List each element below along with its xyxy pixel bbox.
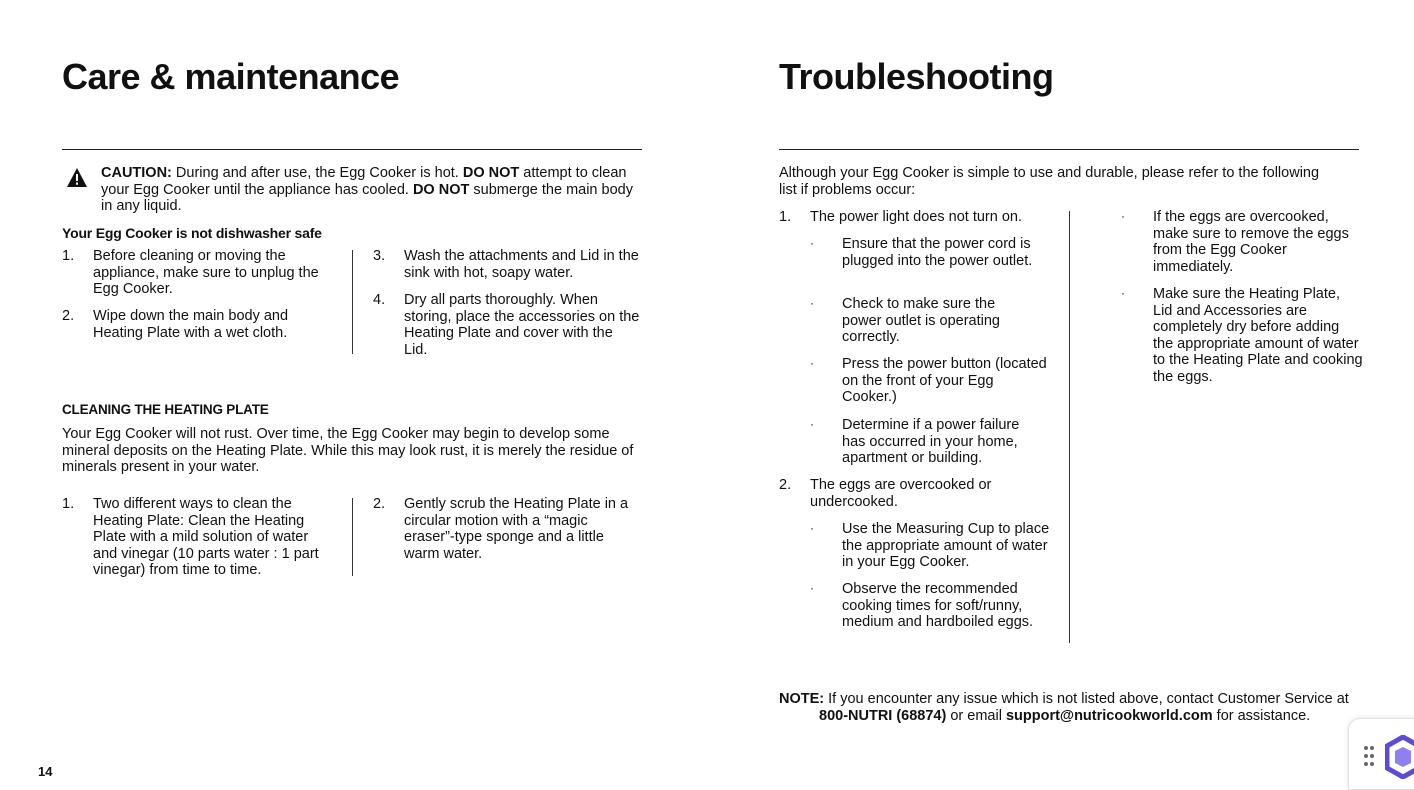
assistant-logo-icon[interactable]: [1385, 735, 1414, 779]
left-divider: [62, 149, 642, 150]
care-maintenance-title: Care & maintenance: [62, 56, 400, 97]
dishwasher-heading: Your Egg Cooker is not dishwasher safe: [62, 225, 322, 241]
caution-text: CAUTION: During and after use, the Egg Cooker is hot. DO NOT attempt to clean your Egg Cooker until the appliance has cooled. DO NOT submerge the main body in any liquid.: [101, 165, 633, 215]
column-divider: [1069, 211, 1070, 643]
troubleshooting-title: Troubleshooting: [779, 56, 1054, 97]
troubleshooting-intro: Although your Egg Cooker is simple to use and durable, please refer to the following list if problems occur:: [779, 165, 1320, 198]
column-divider: [352, 498, 353, 576]
warning-icon: [66, 167, 88, 188]
floating-widget[interactable]: [1348, 718, 1414, 790]
note-text: NOTE: If you encounter any issue which is not listed above, contact Customer Service at 800-NUTRI (68874) or email support@nutricookworld.com for assistance.: [779, 691, 1349, 724]
page-number: 14: [38, 764, 53, 779]
drag-handle-icon[interactable]: [1363, 745, 1375, 767]
right-divider: [779, 149, 1359, 150]
cleaning-heading: CLEANING THE HEATING PLATE: [62, 402, 269, 417]
column-divider: [352, 250, 353, 354]
cleaning-intro: Your Egg Cooker will not rust. Over time, the Egg Cooker may begin to develop some mineral deposits on the Heating Plate. While this may look rust, it is merely the residue of minerals present in your water.: [62, 426, 634, 476]
